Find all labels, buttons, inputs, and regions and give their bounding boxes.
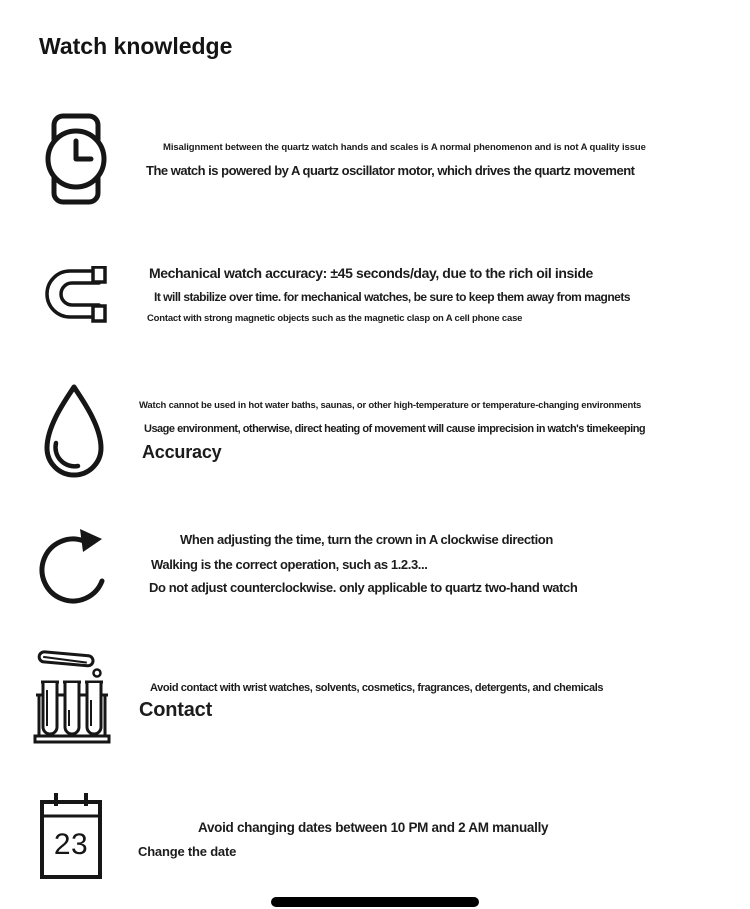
chemicals-heading: Contact bbox=[139, 699, 213, 721]
page-title: Watch knowledge bbox=[39, 33, 233, 59]
temperature-note-small: Watch cannot be used in hot water baths, saunas, or other high-temperature or temperature-changing environments bbox=[139, 400, 642, 411]
quartz-note-small: Misalignment between the quartz watch hands and scales is A normal phenomenon and is not A quality issue bbox=[163, 142, 646, 153]
magnet-note-small: Contact with strong magnetic objects such as the magnetic clasp on A cell phone case bbox=[147, 313, 523, 324]
temperature-heading: Accuracy bbox=[142, 442, 222, 462]
crown-note-3: Do not adjust counterclockwise. only applicable to quartz two-hand watch bbox=[149, 580, 578, 595]
magnet-note-mid: It will stabilize over time. for mechanical watches, be sure to keep them away from magnets bbox=[154, 290, 631, 304]
quartz-note-main: The watch is powered by A quartz oscillator motor, which drives the quartz movement bbox=[146, 163, 635, 178]
water-drop-icon bbox=[41, 383, 107, 480]
calendar-day-number: 23 bbox=[53, 828, 89, 861]
magnet-icon bbox=[41, 266, 107, 324]
crown-note-2: Walking is the correct operation, such as 1.2.3... bbox=[151, 557, 428, 572]
test-tubes-icon bbox=[33, 646, 111, 744]
date-heading: Change the date bbox=[138, 844, 237, 859]
wristwatch-icon bbox=[44, 113, 108, 205]
date-note: Avoid changing dates between 10 PM and 2 AM manually bbox=[198, 820, 549, 835]
crown-note-1: When adjusting the time, turn the crown in A clockwise direction bbox=[180, 532, 553, 547]
temperature-note-mid: Usage environment, otherwise, direct heating of movement will cause imprecision in watch's timekeeping bbox=[144, 423, 646, 435]
magnet-note-main: Mechanical watch accuracy: ±45 seconds/day, due to the rich oil inside bbox=[149, 265, 593, 281]
home-indicator-bar bbox=[271, 897, 479, 907]
chemicals-note: Avoid contact with wrist watches, solvents, cosmetics, fragrances, detergents, and chemicals bbox=[150, 682, 604, 694]
clockwise-arrow-icon bbox=[39, 525, 109, 609]
